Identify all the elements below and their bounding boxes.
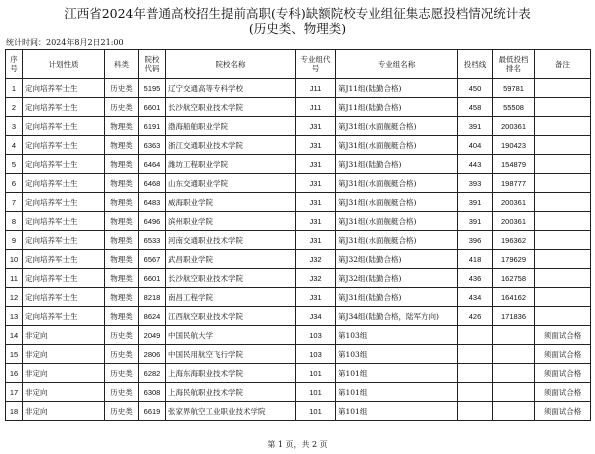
- cell-seq: 13: [6, 307, 23, 326]
- cell-school-name: 长沙航空职业技术学院: [166, 98, 296, 117]
- page-subtitle: (历史类、物理类): [248, 21, 347, 36]
- cell-min-rank: 162758: [493, 269, 535, 288]
- cell-score: 443: [458, 155, 493, 174]
- table-header-row: [6, 50, 591, 79]
- cell-plan-nature: 非定向: [23, 364, 105, 383]
- cell-subject: 物理类: [105, 231, 139, 250]
- cell-remark: [535, 288, 591, 307]
- cell-school-code: 6496: [139, 212, 166, 231]
- cell-school-code: 5195: [139, 79, 166, 98]
- cell-min-rank: 179629: [493, 250, 535, 269]
- table-row: [6, 174, 591, 193]
- cell-min-rank: 171836: [493, 307, 535, 326]
- cell-score: 404: [458, 136, 493, 155]
- cell-school-code: 6483: [139, 193, 166, 212]
- cell-seq: 3: [6, 117, 23, 136]
- cell-school-code: 6464: [139, 155, 166, 174]
- cell-school-name: 上海东海职业技术学院: [166, 364, 296, 383]
- cell-min-rank: 190423: [493, 136, 535, 155]
- table-row: [6, 345, 591, 364]
- table-row: [6, 307, 591, 326]
- table-row: [6, 136, 591, 155]
- admission-table: [5, 49, 591, 421]
- table-row: [6, 269, 591, 288]
- cell-school-name: 威海职业学院: [166, 193, 296, 212]
- statistics-time: 统计时间：2024年8月2日21:00: [6, 38, 124, 47]
- cell-group-code: J31: [296, 117, 336, 136]
- cell-group-code: J32: [296, 250, 336, 269]
- cell-group-code: J31: [296, 136, 336, 155]
- cell-seq: 8: [6, 212, 23, 231]
- table-row: [6, 98, 591, 117]
- cell-school-name: 辽宁交通高等专科学校: [166, 79, 296, 98]
- table-row: [6, 155, 591, 174]
- cell-school-code: 8218: [139, 288, 166, 307]
- cell-seq: 1: [6, 79, 23, 98]
- cell-group-name: 第103组: [336, 326, 458, 345]
- cell-subject: 物理类: [105, 250, 139, 269]
- header-school-name: 院校名称: [166, 50, 296, 79]
- cell-seq: 9: [6, 231, 23, 250]
- header-subject: 科类: [105, 50, 139, 79]
- cell-school-name: 武昌职业学院: [166, 250, 296, 269]
- table-row: [6, 326, 591, 345]
- cell-score: 391: [458, 117, 493, 136]
- cell-plan-nature: 定向培养军士生: [23, 231, 105, 250]
- cell-subject: 历史类: [105, 364, 139, 383]
- cell-plan-nature: 非定向: [23, 326, 105, 345]
- cell-score: 418: [458, 250, 493, 269]
- cell-group-name: 第J32组(陆勤合格): [336, 269, 458, 288]
- cell-score: 393: [458, 174, 493, 193]
- cell-score: 396: [458, 231, 493, 250]
- cell-min-rank: 154879: [493, 155, 535, 174]
- cell-score: 450: [458, 79, 493, 98]
- cell-school-name: 浙江交通职业技术学院: [166, 136, 296, 155]
- cell-seq: 2: [6, 98, 23, 117]
- cell-group-code: J11: [296, 79, 336, 98]
- table-row: [6, 212, 591, 231]
- cell-school-code: 6468: [139, 174, 166, 193]
- cell-school-code: 2049: [139, 326, 166, 345]
- cell-school-name: 长沙航空职业技术学院: [166, 269, 296, 288]
- cell-remark: 须面试合格: [535, 383, 591, 402]
- page-title: 江西省2024年普通高校招生提前高职(专科)缺额院校专业组征集志愿投档情况统计表: [64, 6, 531, 21]
- cell-seq: 15: [6, 345, 23, 364]
- cell-min-rank: 200361: [493, 212, 535, 231]
- cell-plan-nature: 定向培养军士生: [23, 155, 105, 174]
- header-remark: 备注: [535, 50, 591, 79]
- cell-remark: [535, 136, 591, 155]
- cell-school-name: 滨州职业学院: [166, 212, 296, 231]
- cell-school-code: 8624: [139, 307, 166, 326]
- cell-school-code: 2806: [139, 345, 166, 364]
- cell-school-code: 6619: [139, 402, 166, 421]
- cell-group-code: 101: [296, 402, 336, 421]
- cell-score: [458, 402, 493, 421]
- cell-group-name: 第J11组(陆勤合格): [336, 98, 458, 117]
- cell-remark: 须面试合格: [535, 326, 591, 345]
- cell-group-name: 第J31组(水面舰艇合格): [336, 174, 458, 193]
- cell-score: [458, 364, 493, 383]
- cell-group-code: J34: [296, 307, 336, 326]
- cell-seq: 6: [6, 174, 23, 193]
- header-plan-nature: 计划性质: [23, 50, 105, 79]
- cell-seq: 4: [6, 136, 23, 155]
- cell-group-name: 第J31组(水面舰艇合格): [336, 212, 458, 231]
- cell-school-code: 6282: [139, 364, 166, 383]
- cell-subject: 物理类: [105, 288, 139, 307]
- cell-score: 391: [458, 212, 493, 231]
- cell-subject: 物理类: [105, 155, 139, 174]
- cell-min-rank: 196362: [493, 231, 535, 250]
- cell-score: [458, 326, 493, 345]
- cell-school-code: 6308: [139, 383, 166, 402]
- cell-min-rank: 164162: [493, 288, 535, 307]
- cell-seq: 14: [6, 326, 23, 345]
- cell-min-rank: [493, 402, 535, 421]
- cell-remark: 须面试合格: [535, 402, 591, 421]
- cell-seq: 12: [6, 288, 23, 307]
- cell-min-rank: 200361: [493, 193, 535, 212]
- cell-plan-nature: 定向培养军士生: [23, 174, 105, 193]
- cell-remark: [535, 250, 591, 269]
- cell-score: 458: [458, 98, 493, 117]
- cell-plan-nature: 定向培养军士生: [23, 212, 105, 231]
- cell-plan-nature: 定向培养军士生: [23, 307, 105, 326]
- cell-school-name: 河南交通职业技术学院: [166, 231, 296, 250]
- cell-school-name: 中国民用航空飞行学院: [166, 345, 296, 364]
- cell-school-name: 山东交通职业学院: [166, 174, 296, 193]
- cell-subject: 物理类: [105, 193, 139, 212]
- header-group-code: 专业组代号: [296, 50, 336, 79]
- cell-remark: [535, 307, 591, 326]
- cell-plan-nature: 非定向: [23, 383, 105, 402]
- cell-school-name: 上海民航职业技术学院: [166, 383, 296, 402]
- cell-subject: 历史类: [105, 98, 139, 117]
- table-row: [6, 288, 591, 307]
- cell-seq: 18: [6, 402, 23, 421]
- table-row: [6, 117, 591, 136]
- cell-seq: 16: [6, 364, 23, 383]
- cell-remark: [535, 155, 591, 174]
- cell-group-name: 第J31组(水面舰艇合格): [336, 231, 458, 250]
- cell-subject: 物理类: [105, 117, 139, 136]
- cell-school-name: 潍坊工程职业学院: [166, 155, 296, 174]
- cell-group-name: 第J31组(水面舰艇合格): [336, 117, 458, 136]
- table-row: [6, 402, 591, 421]
- cell-subject: 历史类: [105, 79, 139, 98]
- cell-subject: 物理类: [105, 212, 139, 231]
- cell-school-name: 张家界航空工业职业技术学院: [166, 402, 296, 421]
- cell-group-name: 第J31组(水面舰艇合格): [336, 193, 458, 212]
- cell-score: [458, 383, 493, 402]
- header-group-name: 专业组名称: [336, 50, 458, 79]
- cell-plan-nature: 非定向: [23, 402, 105, 421]
- cell-min-rank: [493, 364, 535, 383]
- cell-group-code: J31: [296, 174, 336, 193]
- cell-remark: [535, 193, 591, 212]
- cell-subject: 历史类: [105, 383, 139, 402]
- cell-group-code: J31: [296, 231, 336, 250]
- cell-group-code: J11: [296, 98, 336, 117]
- cell-subject: 物理类: [105, 307, 139, 326]
- cell-plan-nature: 定向培养军士生: [23, 250, 105, 269]
- cell-min-rank: [493, 383, 535, 402]
- cell-min-rank: 59781: [493, 79, 535, 98]
- cell-group-name: 第101组: [336, 402, 458, 421]
- cell-min-rank: [493, 345, 535, 364]
- page-number: 第 1 页，共 2 页: [267, 440, 328, 449]
- cell-remark: [535, 79, 591, 98]
- cell-group-name: 第103组: [336, 345, 458, 364]
- cell-group-code: 101: [296, 383, 336, 402]
- cell-group-code: J32: [296, 269, 336, 288]
- cell-min-rank: 55508: [493, 98, 535, 117]
- table-row: [6, 383, 591, 402]
- cell-remark: [535, 174, 591, 193]
- cell-subject: 历史类: [105, 402, 139, 421]
- table-row: [6, 250, 591, 269]
- cell-remark: [535, 231, 591, 250]
- cell-plan-nature: 定向培养军士生: [23, 98, 105, 117]
- cell-group-code: 101: [296, 364, 336, 383]
- cell-min-rank: 198777: [493, 174, 535, 193]
- cell-remark: 须面试合格: [535, 345, 591, 364]
- cell-subject: 历史类: [105, 326, 139, 345]
- cell-plan-nature: 定向培养军士生: [23, 117, 105, 136]
- cell-group-name: 第J34组(陆勤合格，陆军方向): [336, 307, 458, 326]
- cell-remark: 须面试合格: [535, 364, 591, 383]
- cell-group-name: 第101组: [336, 383, 458, 402]
- cell-min-rank: [493, 326, 535, 345]
- cell-seq: 11: [6, 269, 23, 288]
- cell-group-name: 第J31组(陆勤合格): [336, 288, 458, 307]
- cell-group-name: 第J31组(陆勤合格): [336, 155, 458, 174]
- cell-group-code: J31: [296, 288, 336, 307]
- cell-seq: 5: [6, 155, 23, 174]
- cell-min-rank: 200361: [493, 117, 535, 136]
- cell-group-code: J31: [296, 155, 336, 174]
- cell-score: [458, 345, 493, 364]
- cell-remark: [535, 212, 591, 231]
- header-school-code: 院校代码: [139, 50, 166, 79]
- cell-school-code: 6567: [139, 250, 166, 269]
- cell-score: 391: [458, 193, 493, 212]
- cell-school-name: 渤海船舶职业学院: [166, 117, 296, 136]
- cell-group-name: 第J31组(水面舰艇合格): [336, 136, 458, 155]
- header-score: 投档线: [458, 50, 493, 79]
- cell-group-name: 第J11组(陆勤合格): [336, 79, 458, 98]
- cell-remark: [535, 117, 591, 136]
- cell-plan-nature: 定向培养军士生: [23, 193, 105, 212]
- table-row: [6, 231, 591, 250]
- cell-seq: 7: [6, 193, 23, 212]
- cell-school-code: 6363: [139, 136, 166, 155]
- cell-subject: 历史类: [105, 345, 139, 364]
- cell-plan-nature: 定向培养军士生: [23, 79, 105, 98]
- cell-remark: [535, 269, 591, 288]
- cell-subject: 物理类: [105, 136, 139, 155]
- table-row: [6, 79, 591, 98]
- cell-plan-nature: 定向培养军士生: [23, 269, 105, 288]
- cell-school-code: 6191: [139, 117, 166, 136]
- cell-score: 434: [458, 288, 493, 307]
- cell-plan-nature: 非定向: [23, 345, 105, 364]
- table-row: [6, 193, 591, 212]
- cell-school-name: 江西航空职业技术学院: [166, 307, 296, 326]
- cell-plan-nature: 定向培养军士生: [23, 288, 105, 307]
- cell-group-code: 103: [296, 326, 336, 345]
- cell-remark: [535, 98, 591, 117]
- cell-group-code: 103: [296, 345, 336, 364]
- cell-school-name: 南昌工程学院: [166, 288, 296, 307]
- cell-subject: 物理类: [105, 174, 139, 193]
- cell-group-name: 第101组: [336, 364, 458, 383]
- cell-school-code: 6601: [139, 98, 166, 117]
- cell-seq: 10: [6, 250, 23, 269]
- cell-group-code: J31: [296, 212, 336, 231]
- header-min-rank: 最低投档排名: [493, 50, 535, 79]
- header-seq: 序号: [6, 50, 23, 79]
- cell-subject: 物理类: [105, 269, 139, 288]
- cell-school-name: 中国民航大学: [166, 326, 296, 345]
- cell-group-name: 第J32组(陆勤合格): [336, 250, 458, 269]
- cell-school-code: 6533: [139, 231, 166, 250]
- cell-plan-nature: 定向培养军士生: [23, 136, 105, 155]
- cell-group-code: J31: [296, 193, 336, 212]
- cell-seq: 17: [6, 383, 23, 402]
- cell-score: 426: [458, 307, 493, 326]
- cell-score: 436: [458, 269, 493, 288]
- table-row: [6, 364, 591, 383]
- cell-school-code: 6601: [139, 269, 166, 288]
